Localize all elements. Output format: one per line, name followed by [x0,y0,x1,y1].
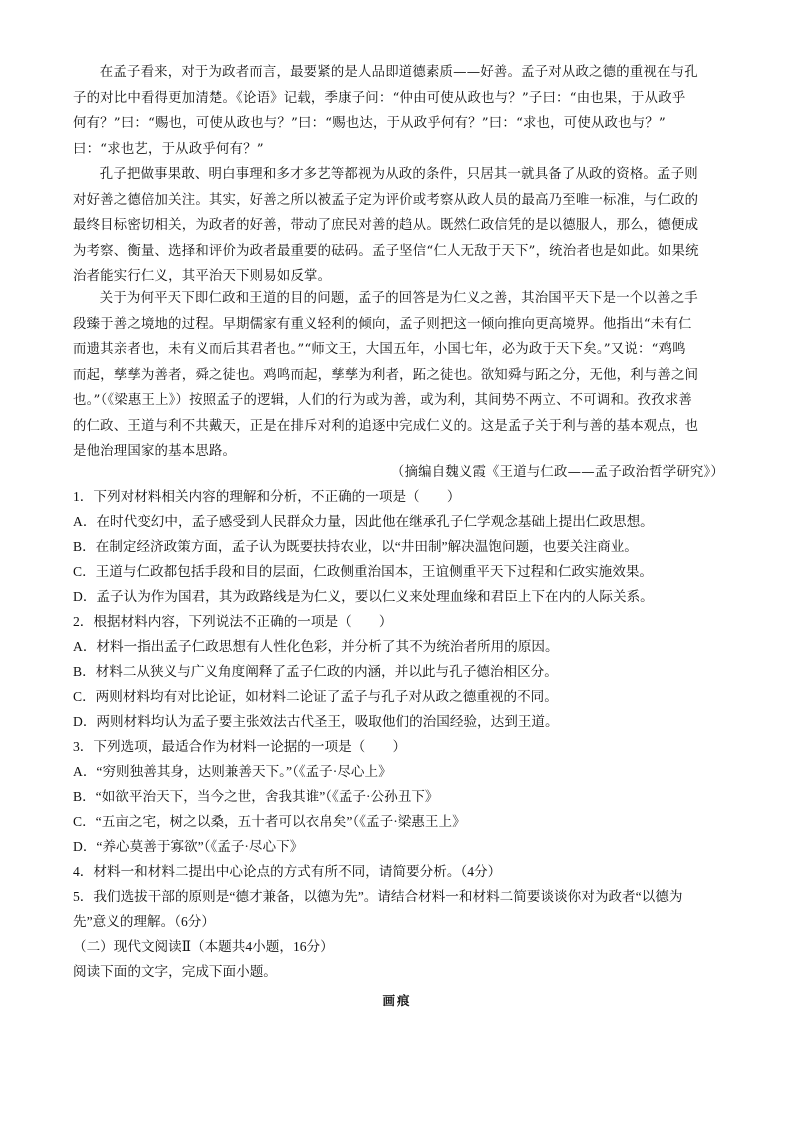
question-4: 4．材料一和材料二提出中心论点的方式有所不同，请简要分析。（4分） [73,864,502,879]
source-citation: （摘编自魏义霞《王道与仁政——孟子政治哲学研究》） [390,465,724,480]
article-title: 画痕 [382,993,412,1008]
text-line: 而遗其亲者也，未有义而后其君者也。”“师文王，大国五年，小国七年，必为政于天下矣。”又说：“鸡鸣 [73,342,686,357]
text-line: 是他治理国家的基本思路。 [73,444,237,459]
text-line: 段臻于善之境地的过程。早期儒家有重义轻利的倾向，孟子则把这一倾向推向更高境界。他指出“未有仁 [73,316,692,332]
text-line: 在孟子看来，对于为政者而言，最要紧的是人品即道德素质——好善。孟子对从政之德的重视在与孔 [99,65,698,80]
text-line: 也。”（《梁惠王上》）按照孟子的逻辑，人们的行为或为善，或为利，其间势不两立、不可调和。孜孜求善 [73,393,693,408]
section-instruction: 阅读下面的文字，完成下面小题。 [73,964,277,979]
passage-paragraph-2 [73,162,733,290]
question-2-option-d: D．两则材料均认为孟子要主张效法古代圣王，吸取他们的治国经验，达到王道。 [73,714,559,729]
question-2-stem: 2．根据材料内容，下列说法不正确的一项是（ ） [73,614,393,629]
text-line: 曰：“求也艺，于从政乎何有？” [73,141,264,157]
question-1-stem: 1．下列对材料相关内容的理解和分析，不正确的一项是（ ） [73,489,461,504]
question-2-option-b: B．材料二从狭义与广义角度阐释了孟子仁政的内涵，并以此与孔子德治相区分。 [73,664,558,679]
question-1-option-c: C．王道与仁政都包括手段和目的层面，仁政侧重治国本，王谊侧重平天下过程和仁政实施效果。 [73,564,654,579]
text-line: 而起，孳孳为善者，舜之徒也。鸡鸣而起，孳孳为利者，跖之徒也。欲知舜与跖之分，无他，利与善之间 [73,367,699,383]
question-1-option-b: B．在制定经济政策方面，孟子认为既要扶持农业，以“井田制”解决温饱问题，也要关注商业。 [73,539,638,554]
text-line: 的仁政、王道与利不共戴天，正是在排斥对利的追逐中完成仁义的。这是孟子关于利与善的基本观点，也 [73,418,699,434]
question-5-line-2: 先”意义的理解。（6分） [73,914,215,929]
question-2-option-a: A．材料一指出孟子仁政思想有人性化色彩，并分析了其不为统治者所用的原因。 [73,639,559,654]
question-1-option-d: D．孟子认为作为国君，其为政路线是为仁义，要以仁义来处理血缘和君臣上下在内的人际关系。 [73,589,654,604]
questions-section [73,484,733,984]
question-3-option-c: C．“五亩之宅，树之以桑，五十者可以衣帛矣”（《孟子·梁惠王上》 [73,814,466,829]
question-3-option-b: B．“如欲平治天下，当今之世，舍我其谁”（《孟子·公孙丑下》 [73,789,439,804]
question-3-option-a: A．“穷则独善其身，达则兼善天下。”（《孟子·尽心上》 [73,764,392,779]
question-3-option-d: D．“养心莫善于寡欲”（《孟子·尽心下》 [73,839,304,854]
question-5-line-1: 5．我们选拔干部的原则是“德才兼备，以德为先”。请结合材料一和材料二简要谈谈你对为政者“以德为 [73,889,683,904]
question-2-option-c: C．两则材料均有对比论证，如材料二论证了孟子与孔子对从政之德重视的不同。 [73,689,558,704]
passage-paragraph-3 [73,286,733,465]
text-line: 对好善之德倍加关注。其实，好善之所以被孟子定为评价或考察从政人员的最高乃至唯一标准，与仁政的 [73,192,699,208]
text-line: 子的对比中看得更加清楚。《论语》记载，季康子问：“仲由可使从政也与？”子曰：“由也果，于从政乎 [73,90,686,106]
text-line: 治者能实行仁义，其平治天下则易如反掌。 [73,269,332,284]
question-3-stem: 3．下列选项，最适合作为材料一论据的一项是（ ） [73,739,407,754]
text-line: 孔子把做事果敢、明白事理和多才多艺等都视为从政的条件，只居其一就具备了从政的资格。孟子则 [99,167,698,182]
question-1-option-a: A．在时代变幻中，孟子感受到人民群众力量，因此他在继承孔子仁学观念基础上提出仁政思想。 [73,514,654,529]
section-heading: （二）现代文阅读Ⅱ（本题共4小题，16分） [73,939,334,954]
passage-paragraph-1 [73,60,733,162]
text-line: 为考察、衡量、选择和评价为政者最重要的砝码。孟子坚信“仁人无敌于天下”，统治者也是如此。如果统 [73,243,699,259]
text-line: 何有？”曰：“赐也，可使从政也与？”曰：“赐也达，于从政乎何有？”曰：“求也，可使从政也与？” [73,116,666,131]
text-line: 最终目标密切相关，为政者的好善，带动了庶民对善的趋从。既然仁政信凭的是以德服人，那么，德便成 [73,218,699,233]
text-line: 关于为何平天下即仁政和王道的目的问题，孟子的回答是为仁义之善，其治国平天下是一个以善之手 [99,291,698,306]
